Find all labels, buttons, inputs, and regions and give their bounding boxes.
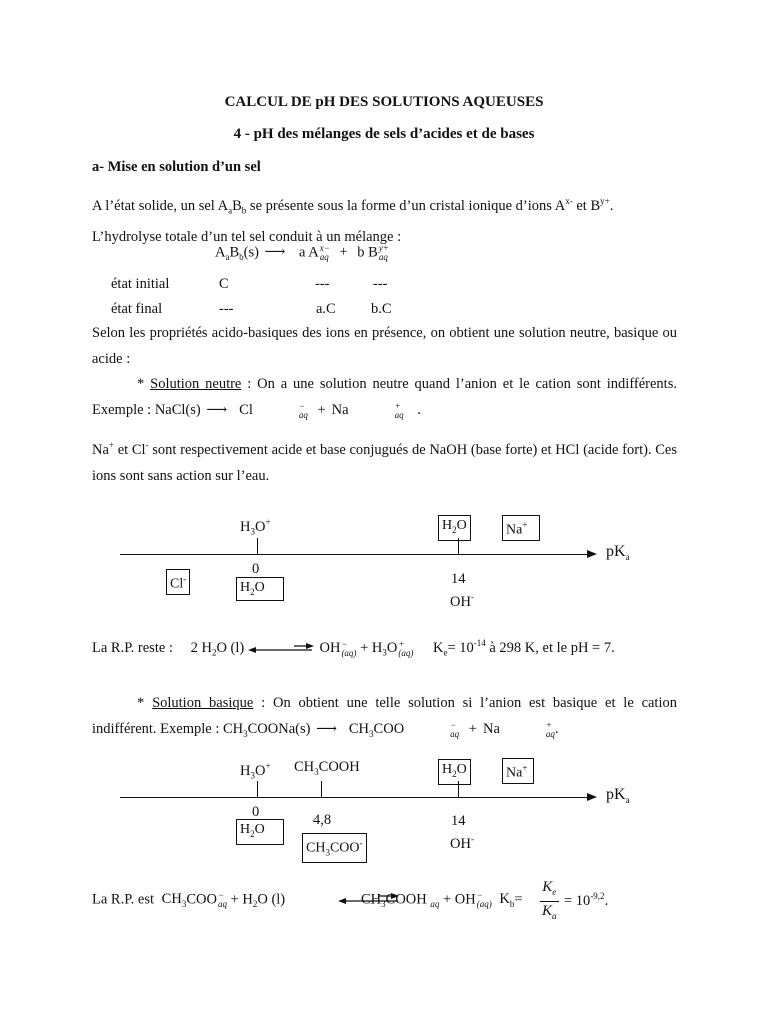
t: 3	[250, 526, 255, 537]
table-initial-label: état initial	[111, 276, 170, 292]
page-subtitle: 4 - pH des mélanges de sels d’acides et de bases	[233, 126, 535, 142]
t: La R.P. reste :	[92, 639, 173, 656]
period: .	[417, 402, 421, 418]
t: CH	[294, 759, 315, 775]
period: .	[554, 721, 559, 737]
ion-phase: aq	[394, 409, 404, 420]
ion-charge: y+	[378, 243, 389, 253]
t: (aq)	[398, 647, 414, 658]
t: +	[545, 719, 552, 730]
na-box	[502, 515, 540, 541]
h2o-box-top	[438, 759, 471, 785]
t: O (l)	[216, 639, 245, 656]
value-4-8: 4,8	[313, 812, 332, 828]
section-heading: a- Mise en solution d’un sel	[92, 159, 261, 175]
pka-label	[606, 543, 630, 562]
t: 2 H	[190, 639, 212, 656]
reaction-arrow: ⟶	[264, 244, 286, 261]
ion-na: Na	[331, 402, 349, 418]
t: COO	[373, 721, 405, 737]
h3o-label	[240, 517, 271, 537]
text: et Cl	[114, 441, 146, 458]
pka-label	[606, 786, 630, 805]
t: H	[442, 762, 453, 777]
eq-sub: a	[225, 252, 230, 263]
equilibrium-arrow-icon	[248, 643, 314, 655]
ch3cooh-label	[294, 759, 360, 777]
tick-14	[458, 781, 459, 797]
basique-paragraph	[92, 690, 677, 747]
t: OH	[450, 835, 471, 852]
intro-text-line2: L’hydrolyse totale d’un tel sel conduit à un mélange :	[92, 228, 402, 245]
eq-text: A	[215, 244, 226, 261]
pka-axis	[120, 554, 590, 555]
selon-paragraph: Selon les propriétés acido-basiques des ions en présence, on obtient une solution neutre, basique ou acide :	[92, 325, 677, 367]
plus-sign: +	[317, 402, 326, 418]
sub-a: a	[228, 205, 233, 216]
table-final-c1: ---	[219, 301, 234, 317]
intro-text: se présente sous la forme d’un cristal ionique d’ions A	[246, 197, 566, 214]
sup: -	[145, 440, 149, 450]
t: 3	[381, 899, 386, 910]
sub-b: b	[241, 205, 247, 216]
rp-basic-rhs	[361, 891, 523, 909]
t: +	[265, 517, 271, 527]
t: Cl	[170, 576, 184, 592]
t: O	[456, 762, 467, 777]
t: e	[443, 647, 448, 658]
t: a	[625, 552, 630, 563]
ion-cl: Cl	[239, 402, 253, 418]
eq-text: a A	[299, 244, 319, 261]
t: CH	[348, 721, 370, 737]
t: pK	[606, 543, 626, 560]
t: +	[398, 638, 405, 649]
eq-text: (s)	[243, 244, 259, 261]
t: H	[442, 518, 453, 533]
ion-phase: aq	[378, 252, 388, 262]
neutre-label: Solution neutre	[150, 376, 242, 392]
table-final-c3: b.C	[371, 301, 392, 317]
t: -9,2	[590, 891, 605, 901]
t: a	[552, 911, 557, 921]
t: +	[522, 763, 528, 773]
eq-text: B	[229, 244, 240, 261]
t: CH	[306, 840, 326, 856]
t: 3	[382, 647, 387, 658]
table-final-label: état final	[111, 301, 163, 317]
t: O	[386, 639, 398, 656]
t: K	[432, 639, 444, 656]
t: 2	[211, 647, 217, 658]
t: aq	[430, 899, 440, 910]
plus-sign: +	[339, 244, 348, 261]
t: +	[522, 520, 528, 530]
neutre-text: : On a une solution neutre quand l’anion et le cation sont indifférents. Exemple : NaCl(s)	[92, 376, 677, 418]
t: pK	[606, 786, 626, 803]
t: CH	[361, 891, 382, 908]
eq-text: b B	[357, 244, 378, 261]
t: 3	[325, 847, 330, 858]
tick-0	[257, 781, 258, 797]
sup-y: y+	[600, 196, 610, 206]
t: 3	[369, 728, 374, 739]
t: e	[552, 887, 557, 897]
reaction-arrow: ⟶	[206, 402, 228, 418]
rp-basic	[92, 891, 285, 909]
value-14: 14	[451, 571, 466, 587]
t: O	[254, 580, 265, 595]
t: −	[341, 638, 348, 649]
t: O	[254, 518, 266, 535]
plus-sign: +	[468, 721, 477, 737]
t: -	[183, 574, 187, 584]
ions-paragraph	[92, 432, 677, 489]
intro-text: B	[232, 197, 242, 214]
t: Na	[482, 721, 500, 737]
t: K	[542, 903, 553, 919]
h2o-box-top	[438, 515, 471, 541]
t: .	[604, 892, 609, 909]
equation-dissolution	[215, 244, 389, 262]
t: La R.P. est	[92, 891, 155, 908]
eq-sub: b	[239, 252, 244, 263]
t: 2	[250, 586, 255, 597]
t: OH	[319, 639, 341, 656]
t: -	[470, 834, 474, 844]
t: CH	[161, 891, 182, 908]
text: Na	[92, 441, 109, 458]
t: b	[509, 899, 515, 910]
t: 2	[250, 828, 255, 839]
page-title: CALCUL DE pH DES SOLUTIONS AQUEUSES	[224, 94, 544, 110]
t: + H	[360, 639, 383, 656]
h2o-box-bottom	[236, 577, 284, 601]
table-final-c2: a.C	[316, 301, 336, 317]
t: COOH	[385, 891, 427, 908]
t: = 10	[447, 639, 474, 656]
oh-label	[450, 592, 474, 611]
t: aq	[545, 728, 555, 739]
t: = 10	[564, 892, 591, 909]
t: H	[240, 580, 251, 595]
pka-axis	[120, 797, 590, 798]
t: −	[450, 719, 457, 730]
t: 2	[452, 524, 457, 535]
t: +	[265, 761, 271, 771]
intro-text: A l’état solide, un sel A	[92, 197, 229, 214]
neutre-paragraph	[92, 371, 677, 423]
ion-charge: −	[298, 400, 305, 411]
t: -	[470, 592, 474, 602]
t: (aq)	[341, 647, 357, 658]
axis-arrowhead	[587, 550, 597, 558]
rp-neutral	[92, 638, 615, 658]
intro-paragraph	[92, 188, 677, 250]
t: −	[476, 890, 483, 900]
t: -14	[473, 638, 486, 648]
t: K	[542, 879, 553, 895]
table-initial-c3: ---	[373, 276, 388, 292]
t: OH	[450, 593, 471, 610]
kb-fraction	[540, 878, 559, 925]
t: 3	[243, 728, 248, 739]
t: O	[456, 518, 467, 533]
value-0: 0	[252, 804, 260, 820]
t: 2	[252, 899, 258, 910]
table-initial-c1: C	[219, 276, 229, 292]
ion-phase: aq	[298, 409, 308, 420]
t: =	[514, 891, 523, 908]
value-0: 0	[252, 561, 260, 577]
t: −	[217, 890, 225, 900]
t: COOH	[318, 759, 360, 775]
t: + OH	[439, 891, 476, 908]
bullet-star: *	[137, 376, 151, 392]
t: 3	[314, 766, 319, 777]
h3o-label	[240, 761, 271, 781]
t: H	[240, 518, 251, 535]
t: a	[625, 795, 630, 806]
h2o-box-bottom	[236, 819, 284, 845]
t: aq	[450, 728, 460, 739]
ch3coo-box	[302, 833, 367, 863]
t: COO	[186, 891, 217, 908]
t: + H	[230, 891, 253, 908]
t: -	[359, 838, 363, 848]
oh-label	[450, 834, 474, 853]
t: O	[254, 822, 265, 837]
bullet-star: *	[137, 695, 153, 711]
t: COO	[329, 840, 360, 856]
reaction-arrow: ⟶	[316, 721, 337, 737]
t: K	[499, 891, 510, 908]
t: COONa(s)	[247, 721, 311, 737]
t: (aq)	[476, 899, 492, 909]
t: 3	[181, 899, 187, 910]
t: : On obtient une telle solution si l’anion est basique et le cation indifférent. Exemple : CH	[92, 695, 677, 737]
kb-result	[564, 891, 608, 910]
t: Na	[506, 765, 523, 781]
value-14: 14	[451, 813, 466, 829]
na-box	[502, 758, 534, 784]
t: O	[254, 762, 266, 779]
fraction-numerator	[540, 878, 559, 902]
sup: +	[108, 440, 114, 450]
t: aq	[217, 899, 227, 909]
t: 3	[250, 770, 255, 781]
equilibrium-arrow	[248, 643, 314, 655]
cl-box	[166, 569, 190, 595]
text: sont respectivement acide et base conjugués de NaOH (base forte) et HCl (acide fort). Ces ions sont sans action sur l’eau.	[92, 441, 678, 484]
t: à 298 K, et le pH = 7.	[485, 639, 615, 656]
t: H	[240, 822, 251, 837]
axis-arrowhead	[587, 793, 597, 801]
t: 2	[452, 768, 457, 779]
tick-0	[257, 538, 258, 554]
sup-x: x-	[565, 196, 573, 206]
ion-charge: x−	[319, 243, 330, 253]
table-initial-c2: ---	[315, 276, 330, 292]
basique-label: Solution basique	[152, 695, 254, 711]
t: Na	[506, 522, 523, 538]
t: O (l)	[257, 891, 286, 908]
ion-charge: +	[394, 400, 401, 411]
intro-text: et B	[572, 197, 601, 214]
t: H	[240, 762, 251, 779]
ion-phase: aq	[319, 252, 329, 262]
tick-14	[458, 538, 459, 554]
intro-text: .	[609, 197, 614, 214]
tick-4-8	[321, 781, 322, 797]
fraction-denominator	[540, 902, 559, 925]
